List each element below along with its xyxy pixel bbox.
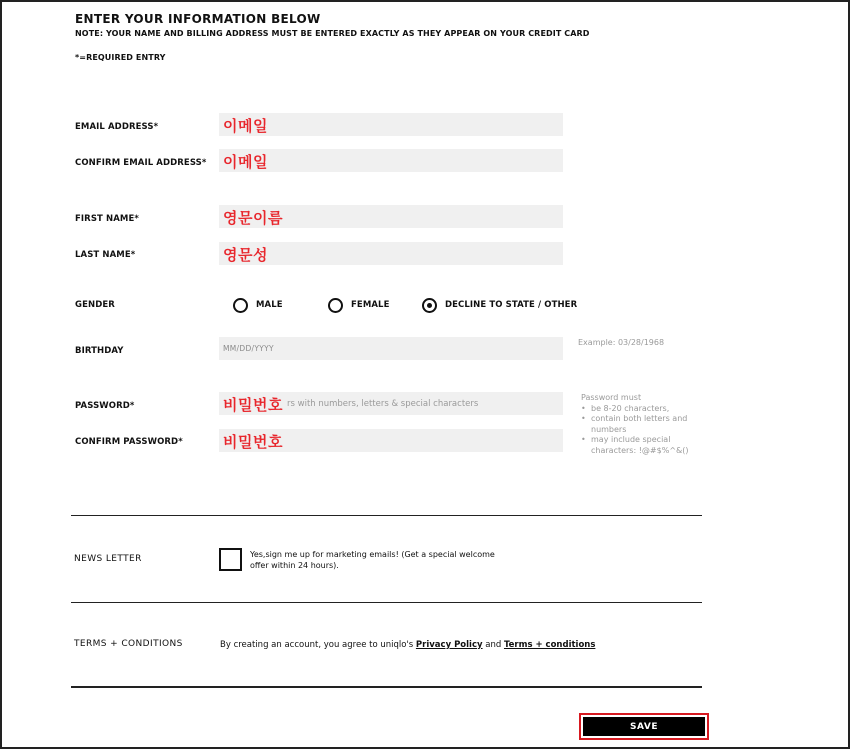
newsletter-text: Yes,sign me up for marketing emails! (Get a special welcome offer within 24 hours). [250, 550, 495, 570]
gender-option-decline[interactable] [422, 297, 577, 313]
female-label: FEMALE [351, 300, 390, 310]
required-note: *=REQUIRED ENTRY [75, 53, 166, 62]
male-label: MALE [256, 300, 283, 310]
gender-option-male[interactable] [233, 297, 283, 313]
password-hint-item: • be 8-20 characters, [581, 404, 691, 415]
female-radio[interactable] [328, 298, 343, 313]
terms-conditions-link[interactable]: Terms + conditions [503, 640, 596, 650]
confirm-email-label: CONFIRM EMAIL ADDRESS* [75, 158, 207, 168]
terms-and: and [485, 640, 502, 650]
divider [71, 686, 702, 688]
terms-label: TERMS + CONDITIONS [74, 639, 183, 649]
decline-radio[interactable] [422, 298, 437, 313]
divider [71, 515, 702, 516]
last-name-label: LAST NAME* [75, 250, 136, 260]
birthday-label: BIRTHDAY [75, 346, 124, 356]
password-hint-item: • may include special characters: !@#$%^&() [581, 435, 691, 456]
page-title: ENTER YOUR INFORMATION BELOW [75, 12, 321, 26]
save-button[interactable]: SAVE [583, 717, 705, 736]
gender-option-female[interactable] [328, 297, 389, 313]
billing-note: NOTE: YOUR NAME AND BILLING ADDRESS MUST BE ENTERED EXACTLY AS THEY APPEAR ON YOUR CREDIT CARD [75, 29, 590, 38]
divider [71, 602, 702, 603]
password-hint-title: Password must [581, 393, 642, 402]
privacy-policy-link[interactable]: Privacy Policy [415, 640, 483, 650]
gender-label: GENDER [75, 300, 115, 310]
email-value: 이메일 [223, 117, 268, 135]
password-label: PASSWORD* [75, 401, 135, 411]
save-highlight [579, 713, 709, 740]
male-radio[interactable] [233, 298, 248, 313]
first-name-value: 영문이름 [223, 209, 283, 227]
confirm-password-field[interactable] [219, 429, 563, 452]
last-name-value: 영문성 [223, 246, 268, 264]
email-label: EMAIL ADDRESS* [75, 122, 159, 132]
birthday-placeholder: MM/DD/YYYY [223, 344, 274, 353]
newsletter-checkbox[interactable] [219, 548, 242, 571]
last-name-field[interactable] [219, 242, 563, 265]
confirm-email-value: 이메일 [223, 153, 268, 171]
confirm-email-field[interactable] [219, 149, 563, 172]
password-field[interactable] [219, 392, 563, 415]
confirm-password-label: CONFIRM PASSWORD* [75, 437, 183, 447]
password-placeholder: rs with numbers, letters & special characters [287, 399, 479, 409]
email-field[interactable] [219, 113, 563, 136]
password-value: 비밀번호 [223, 396, 283, 414]
birthday-hint: Example: 03/28/1968 [578, 338, 665, 347]
password-hint [581, 393, 691, 456]
birthday-field[interactable] [219, 337, 563, 360]
newsletter-label: NEWS LETTER [74, 554, 142, 564]
first-name-field[interactable] [219, 205, 563, 228]
confirm-password-value: 비밀번호 [223, 433, 283, 451]
terms-intro: By creating an account, you agree to uniqlo's [220, 640, 414, 650]
terms-text [220, 640, 595, 650]
decline-label: DECLINE TO STATE / OTHER [445, 300, 578, 310]
first-name-label: FIRST NAME* [75, 214, 139, 224]
password-hint-item: • contain both letters and numbers [581, 414, 691, 435]
